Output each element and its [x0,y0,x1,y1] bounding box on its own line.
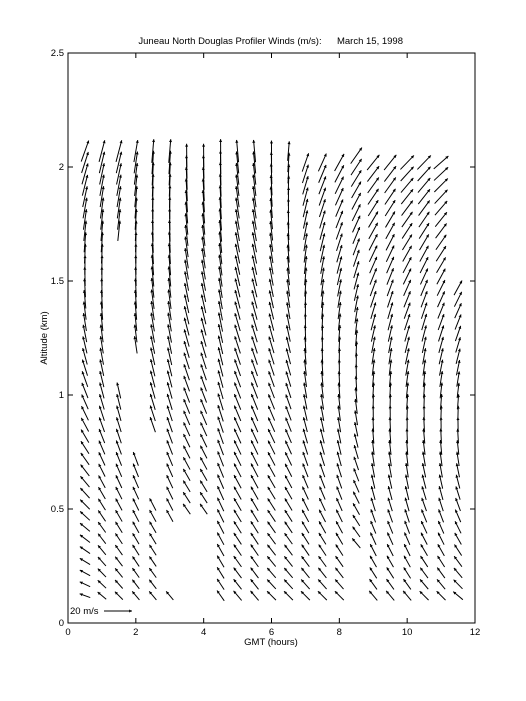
y-tick-label: 0 [58,618,64,629]
y-tick-label: 1 [58,390,64,401]
x-tick-label: 4 [201,627,207,638]
chart-date: March 15, 1998 [336,36,404,47]
y-tick-label: 2.5 [50,48,64,59]
x-axis-label: GMT (hours) [244,637,298,648]
y-tick-label: 2 [58,162,64,173]
x-tick-label: 8 [336,627,342,638]
y-axis-label: Altitude (km) [39,311,50,365]
x-tick-label: 2 [133,627,139,638]
scale-key-label: 20 m/s [70,606,99,617]
y-tick-label: 1.5 [50,276,64,287]
chart-title: Juneau North Douglas Profiler Winds (m/s): [138,36,322,47]
x-tick-label: 10 [401,627,413,638]
x-tick-label: 0 [65,627,71,638]
y-tick-label: 0.5 [50,504,64,515]
x-tick-label: 6 [268,627,275,638]
x-tick-label: 12 [469,627,481,638]
